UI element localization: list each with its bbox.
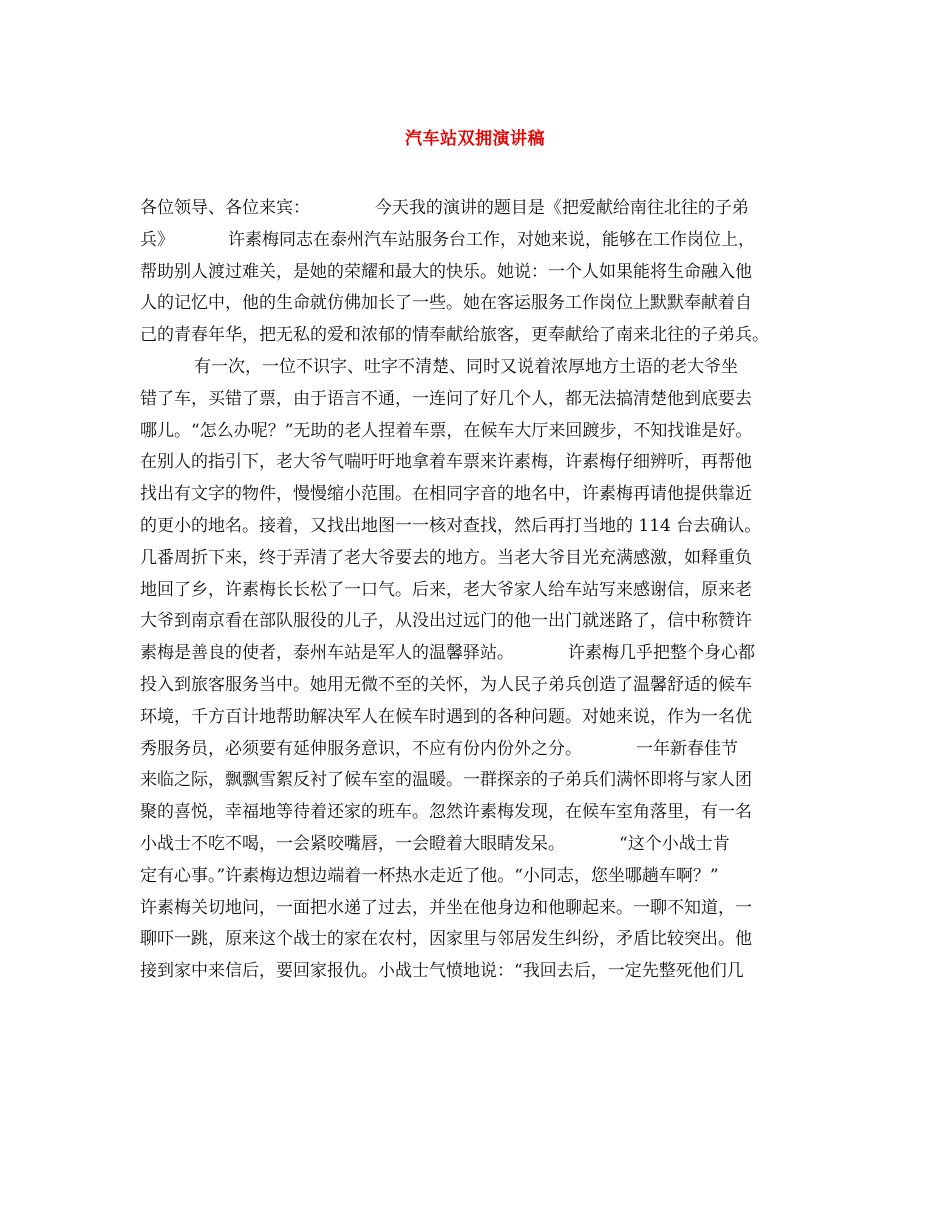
body-line: 各位领导、各位来宾： 今天我的演讲的题目是《把爱献给南往北往的子弟: [140, 198, 749, 218]
body-line: 兵》 许素梅同志在泰州汽车站服务台工作，对她来说，能够在工作岗位上，: [140, 229, 756, 250]
body-line: 接到家中来信后，要回家报仇。小战士气愤地说：“我回去后，一定先整死他们几: [140, 961, 744, 982]
body-line: 聊吓一跳，原来这个战士的家在农村，因家里与邻居发生纠纷，矛盾比较突出。他: [140, 929, 752, 950]
body-line: 的更小的地名。接着，又找出地图一一核对查找，然后再打当地的 114 台去确认。: [140, 515, 762, 536]
body-line: 来临之际，飘飘雪絮反衬了候车室的温暖。一群探亲的子弟兵们满怀即将与家人团: [140, 770, 752, 791]
document-title: 汽车站双拥演讲稿: [405, 129, 545, 149]
body-line: 定有心事。”许素梅边想边端着一杯热水走近了他。“小同志，您坐哪趟车啊？”: [140, 865, 719, 886]
body-line: 投入到旅客服务当中。她用无微不至的关怀，为人民子弟兵创造了温馨舒适的候车: [140, 674, 752, 695]
body-line: 哪儿。“怎么办呢？”无助的老人捏着车票，在候车大厅来回踱步，不知找谁是好。: [140, 420, 753, 441]
document-body: [140, 193, 830, 988]
body-line: 地回了乡，许素梅长长松了一口气。后来，老大爷家人给车站写来感谢信，原来老: [140, 579, 752, 600]
body-line: 秀服务员，必须要有延伸服务意识，不应有份内份外之分。 一年新春佳节: [140, 738, 739, 759]
body-line: 错了车，买错了票，由于语言不通，一连问了好几个人，都无法搞清楚他到底要去: [140, 388, 752, 409]
body-line: 聚的喜悦，幸福地等待着还家的班车。忽然许素梅发现，在候车室角落里，有一名: [140, 802, 752, 823]
body-line: 人的记忆中，他的生命就仿佛加长了一些。她在客运服务工作岗位上默默奉献着自: [140, 293, 752, 314]
body-line: 找出有文字的物件，慢慢缩小范围。在相同字音的地名中，许素梅再请他提供靠近: [140, 484, 752, 505]
body-line: 许素梅关切地问，一面把水递了过去，并坐在他身边和他聊起来。一聊不知道，一: [140, 897, 752, 918]
body-line: 小战士不吃不喝，一会紧咬嘴唇，一会瞪着大眼睛发呆。 “这个小战士肯: [140, 833, 730, 854]
body-line: 素梅是善良的使者，泰州车站是军人的温馨驿站。 许素梅几乎把整个身心都: [140, 643, 756, 664]
body-line: 在别人的指引下，老大爷气喘吁吁地拿着车票来许素梅，许素梅仔细辨听，再帮他: [140, 452, 752, 473]
body-line: 有一次，一位不识字、吐字不清楚、同时又说着浓厚地方土语的老大爷坐: [140, 356, 739, 377]
body-line: 几番周折下来，终于弄清了老大爷要去的地方。当老大爷目光充满感激，如释重负: [140, 547, 752, 568]
body-line: 己的青春年华，把无私的爱和浓郁的情奉献给旅客，更奉献给了南来北往的子弟兵。: [140, 325, 769, 346]
body-line: 帮助别人渡过难关，是她的荣耀和最大的快乐。她说：一个人如果能将生命融入他: [140, 261, 752, 282]
body-line: 环境，千方百计地帮助解决军人在候车时遇到的各种问题。对她来说，作为一名优: [140, 706, 752, 727]
body-line: 大爷到南京看在部队服役的儿子，从没出过远门的他一出门就迷路了，信中称赞许: [140, 611, 752, 632]
